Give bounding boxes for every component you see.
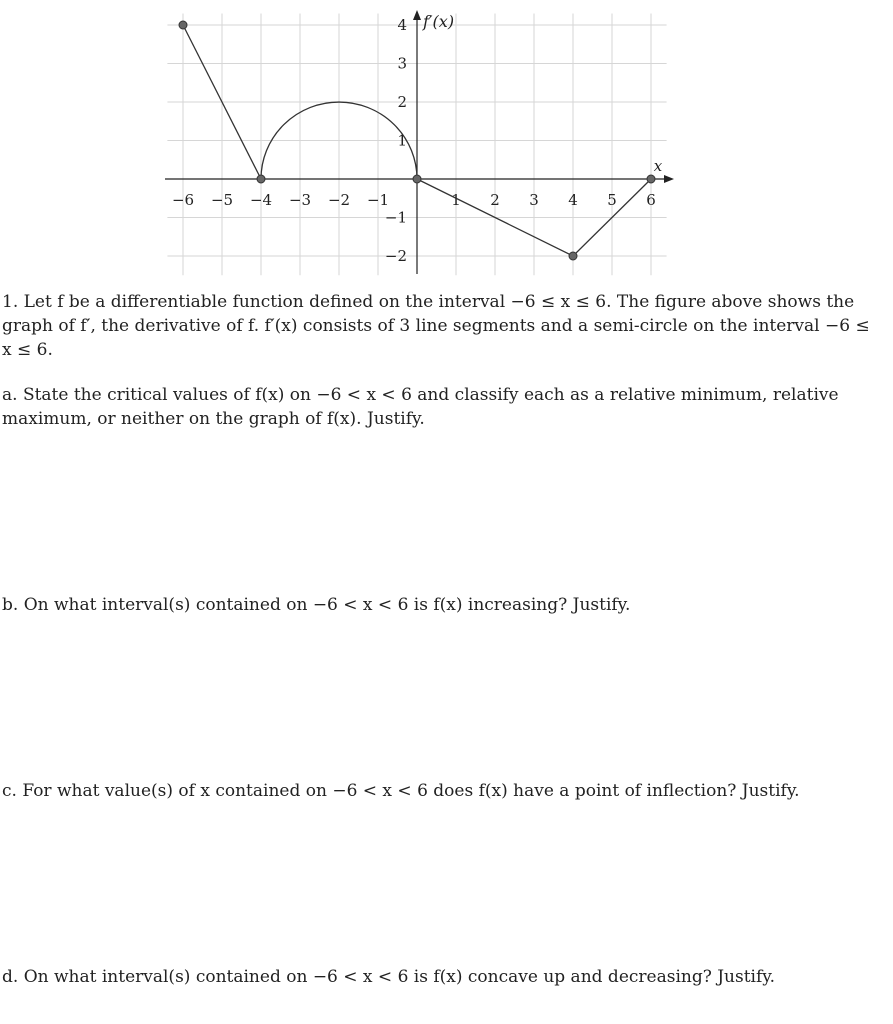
curve-point <box>179 21 187 29</box>
question-a: a. State the critical values of f(x) on −6 < x < 6 and classify each as a relative minimum, relative maximum, or neither on the graph of f(x). Justify. <box>2 385 839 429</box>
x-tick-label: −1 <box>366 191 390 209</box>
y-tick-label: 4 <box>397 16 407 34</box>
x-tick-label: 2 <box>490 191 500 209</box>
x-tick-label: −3 <box>288 191 312 209</box>
problem-intro: 1. Let f be a differentiable function defined on the interval −6 ≤ x ≤ 6. The figure above shows the graph of f′, the derivative of f. f′(x) consists of 3 line segments and a semi-circle on the interval −6 ≤ x ≤ 6. <box>2 292 870 360</box>
y-tick-label: −1 <box>384 208 407 227</box>
x-tick-label: 3 <box>529 191 539 209</box>
y-tick-label: 2 <box>397 93 407 111</box>
x-tick-labels <box>172 191 656 209</box>
x-axis-label: x <box>653 157 663 175</box>
question-d: d. On what interval(s) contained on −6 < x < 6 is f(x) concave up and decreasing? Justify. <box>2 967 776 987</box>
question-c: c. For what value(s) of x contained on −6 < x < 6 does f(x) have a point of inflection? Justify. <box>2 781 800 801</box>
x-tick-label: 4 <box>568 191 578 209</box>
curve-point <box>647 175 655 183</box>
x-tick-label: −2 <box>327 191 351 209</box>
y-tick-label: 3 <box>397 54 407 73</box>
curve-point <box>569 252 577 260</box>
x-tick-label: 6 <box>646 191 656 209</box>
derivative-graph <box>0 0 893 285</box>
axes <box>165 10 674 274</box>
x-tick-label: −4 <box>249 191 273 209</box>
x-axis-arrow-icon <box>664 175 674 183</box>
x-tick-label: −6 <box>171 191 195 209</box>
y-tick-label: −2 <box>384 247 407 265</box>
question-b: b. On what interval(s) contained on −6 < x < 6 is f(x) increasing? Justify. <box>2 595 631 615</box>
x-tick-label: 1 <box>451 191 461 209</box>
y-axis-arrow-icon <box>413 10 421 20</box>
function-label: f′(x) <box>423 12 455 31</box>
x-tick-label: 5 <box>607 191 617 209</box>
y-tick-label: 1 <box>397 131 407 150</box>
x-tick-label: −5 <box>210 191 234 209</box>
curve-point <box>413 175 421 183</box>
curve-point <box>257 175 265 183</box>
